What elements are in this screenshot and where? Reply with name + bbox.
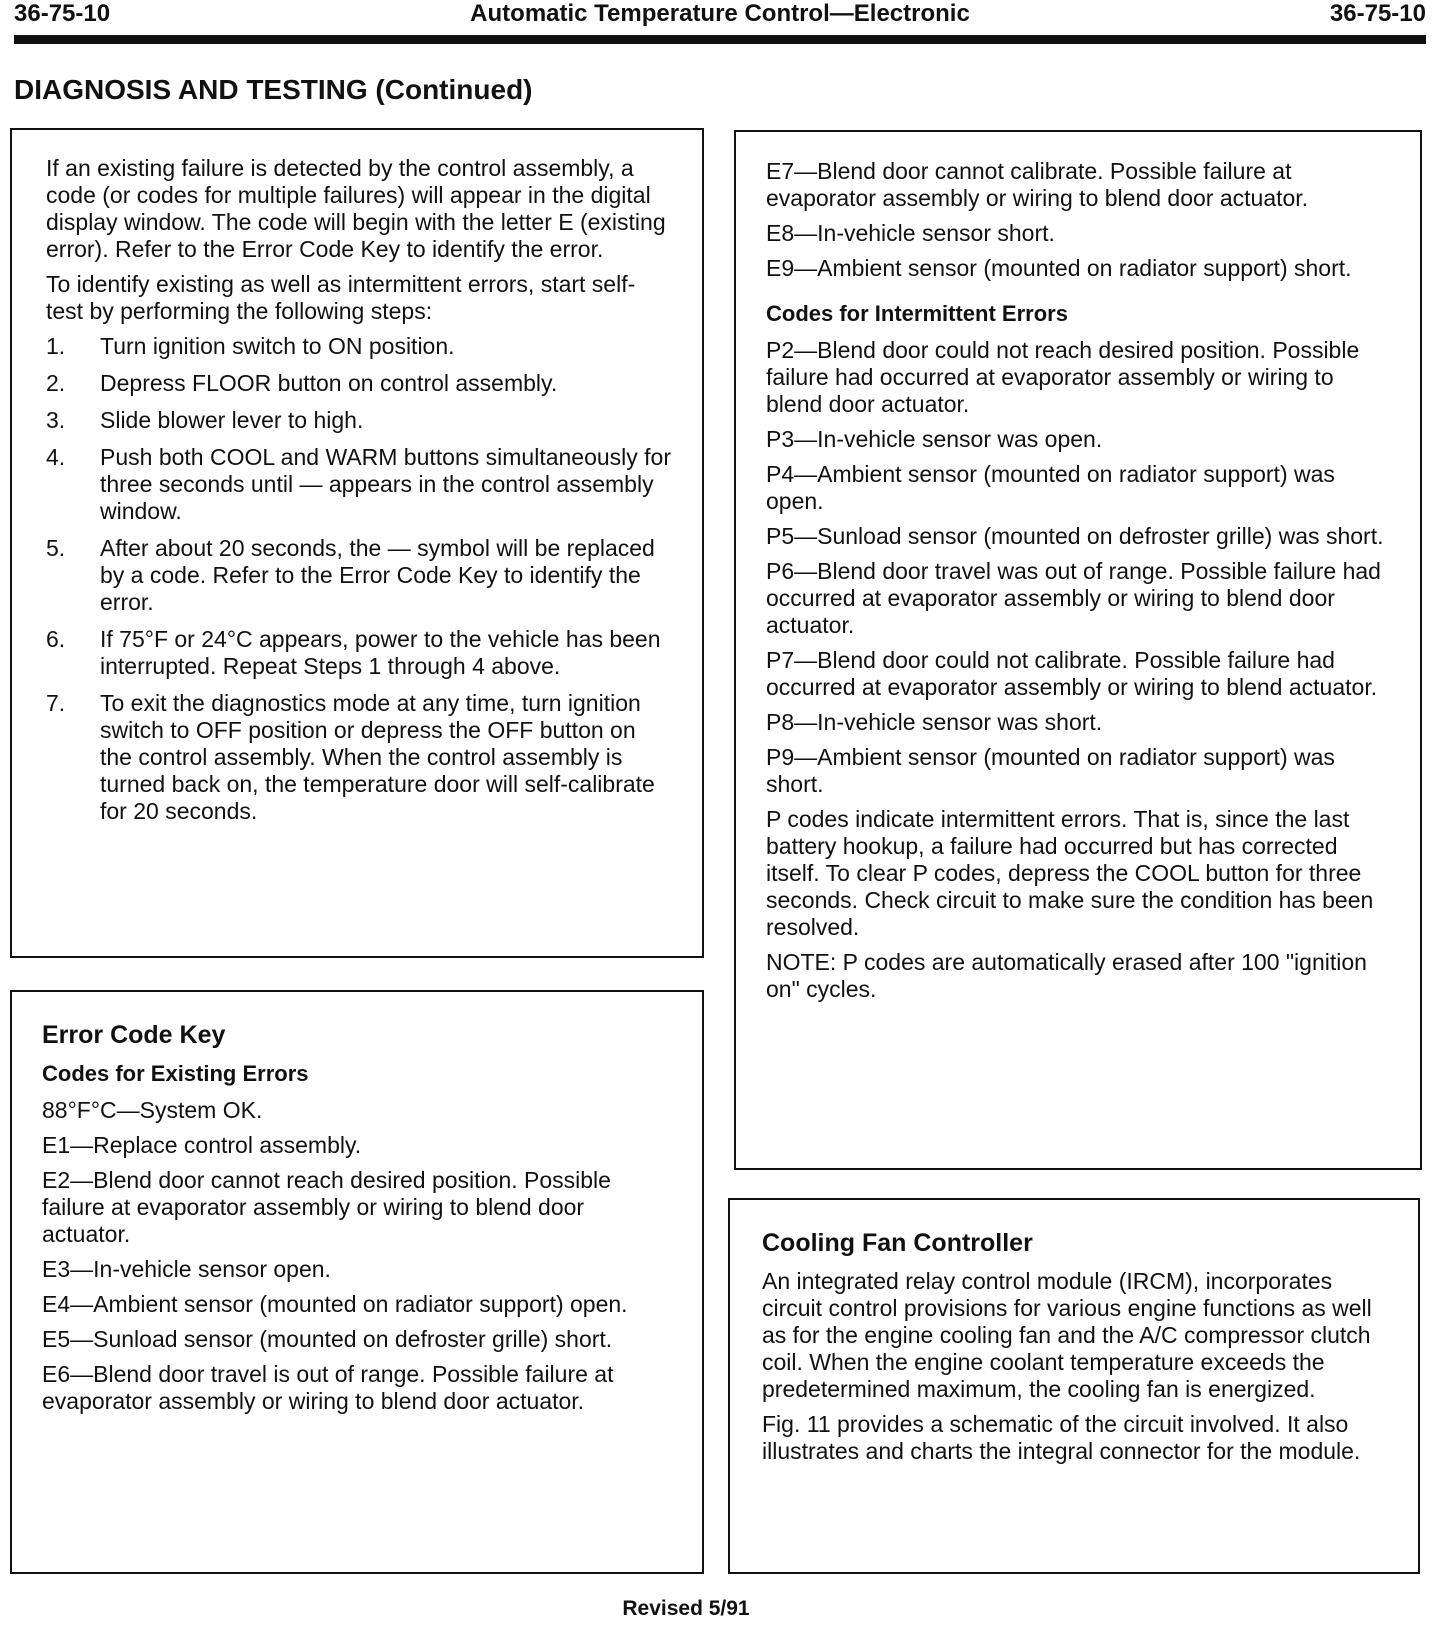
step-item [46,690,672,825]
step-number: 7. [46,690,66,716]
error-code-key-box [10,990,704,1574]
code-entry: E4—Ambient sensor (mounted on radiator support) open. [42,1291,628,1317]
step-item [46,333,672,360]
code-entry: E2—Blend door cannot reach desired position. Possible failure at evaporator assembly or wiring to blend door actuator. [42,1167,611,1247]
cooling-fan-paragraph: An integrated relay control module (IRCM), incorporates circuit control provisions for various engine functions as well as for the engine cooling fan and the A/C compressor clutch coil. When the engine coolant temperature exceeds the predetermined maximum, the cooling fan is energized. [762,1268,1372,1402]
self-test-intro: To identify existing as well as intermittent errors, start self-test by performing the following steps: [46,271,636,324]
step-text: If 75°F or 24°C appears, power to the vehicle has been interrupted. Repeat Steps 1 through 4 above. [100,626,661,679]
step-item [46,535,672,616]
code-entry: P9—Ambient sensor (mounted on radiator support) was short. [766,744,1335,797]
code-entry: E8—In-vehicle sensor short. [766,220,1055,246]
section-title: DIAGNOSIS AND TESTING (Continued) [14,74,533,105]
step-text: To exit the diagnostics mode at any time, turn ignition switch to OFF position or depress the OFF button on the control assembly. When the control assembly is turned back on, the temperature door will self-calibrate for 20 seconds. [100,690,655,824]
existing-errors-heading: Codes for Existing Errors [42,1061,309,1086]
step-text: Slide blower lever to high. [100,407,364,433]
header-rule [14,35,1426,44]
step-item [46,444,672,525]
page-header-title: Automatic Temperature Control—Electronic [470,0,970,27]
code-entry: P2—Blend door could not reach desired position. Possible failure had occurred at evaporator assembly or wiring to blend door actuator. [766,337,1360,417]
step-item [46,626,672,680]
code-entry: 88°F°C—System OK. [42,1097,263,1123]
step-number: 2. [46,370,66,396]
error-codes-continued-box [734,130,1422,1170]
step-item [46,407,672,434]
code-entry: P8—In-vehicle sensor was short. [766,709,1103,735]
code-entry: E1—Replace control assembly. [42,1132,362,1158]
step-item [46,370,672,397]
note: NOTE: P codes are automatically erased after 100 "ignition on" cycles. [766,949,1367,1002]
revision-footer: Revised 5/91 [622,1597,750,1620]
step-text: Push both COOL and WARM buttons simultaneously for three seconds until — appears in the control assembly window. [100,444,672,524]
step-number: 1. [46,333,66,359]
step-text: Turn ignition switch to ON position. [100,333,455,359]
step-text: Depress FLOOR button on control assembly. [100,370,558,396]
self-test-steps [46,333,672,825]
code-entry: E5—Sunload sensor (mounted on defroster grille) short. [42,1326,613,1352]
page-number-left: 36-75-10 [14,0,111,27]
step-number: 5. [46,535,66,561]
page-header [14,0,1426,30]
step-number: 3. [46,407,66,433]
p-codes-explanation: P codes indicate intermittent errors. That is, since the last battery hookup, a failure had occurred but has corrected itself. To clear P codes, depress the COOL button for three seconds. Check circuit to make sure the condition has been resolved. [766,806,1374,940]
intermittent-errors-heading: Codes for Intermittent Errors [766,301,1068,326]
cooling-fan-controller-box [728,1198,1420,1574]
code-entry: E7—Blend door cannot calibrate. Possible failure at evaporator assembly or wiring to blend door actuator. [766,158,1309,211]
step-number: 4. [46,444,66,470]
error-code-key-title: Error Code Key [42,1021,226,1049]
cooling-fan-title: Cooling Fan Controller [762,1229,1033,1257]
step-text: After about 20 seconds, the — symbol will be replaced by a code. Refer to the Error Code Key to identify the error. [100,535,655,615]
cooling-fan-paragraph: Fig. 11 provides a schematic of the circuit involved. It also illustrates and charts the integral connector for the module. [762,1411,1361,1464]
code-entry: E9—Ambient sensor (mounted on radiator support) short. [766,255,1352,281]
code-entry: P3—In-vehicle sensor was open. [766,426,1103,452]
code-entry: P7—Blend door could not calibrate. Possible failure had occurred at evaporator assembly or wiring to blend actuator. [766,647,1378,700]
step-number: 6. [46,626,66,652]
self-test-box [10,128,704,958]
page-number-right: 36-75-10 [1329,0,1426,27]
code-entry: E3—In-vehicle sensor open. [42,1256,331,1282]
code-entry: P5—Sunload sensor (mounted on defroster grille) was short. [766,523,1384,549]
code-entry: E6—Blend door travel is out of range. Possible failure at evaporator assembly or wiring to blend door actuator. [42,1361,614,1414]
code-entry: P6—Blend door travel was out of range. Possible failure had occurred at evaporator assembly or wiring to blend door actuator. [766,558,1381,638]
intro-paragraph: If an existing failure is detected by the control assembly, a code (or codes for multiple failures) will appear in the digital display window. The code will begin with the letter E (existing error). Refer to the Error Code Key to identify the error. [46,155,666,262]
code-entry: P4—Ambient sensor (mounted on radiator support) was open. [766,461,1335,514]
